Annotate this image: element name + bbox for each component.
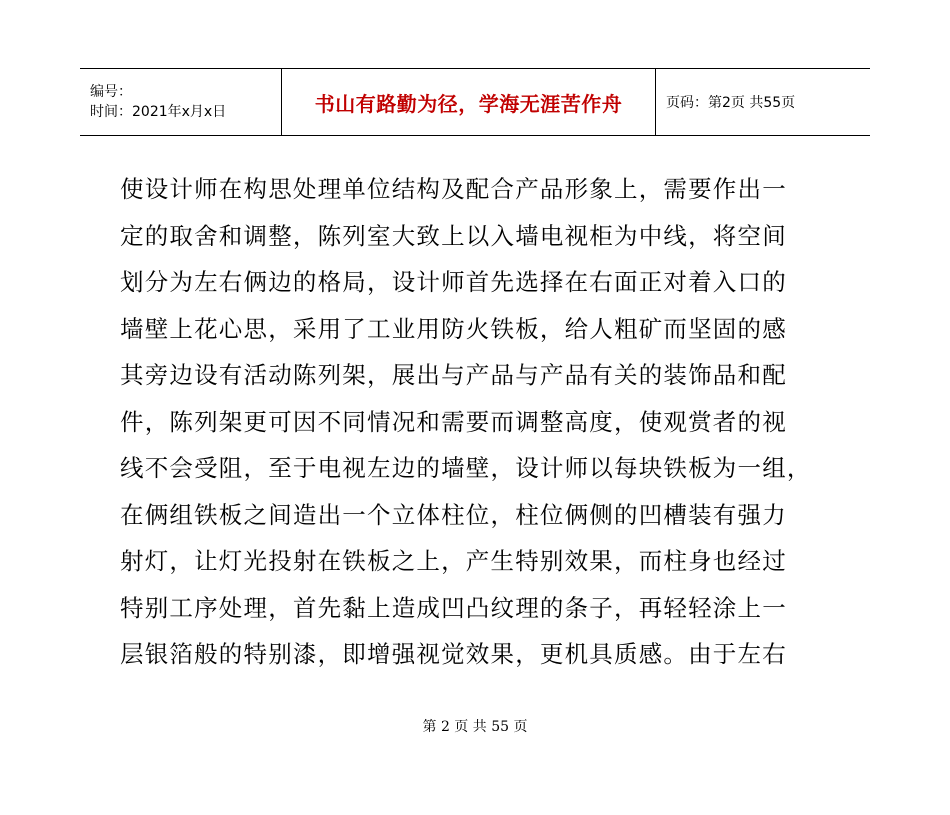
header-meta-cell (80, 69, 282, 135)
body-line: 定的取舍和调整，陈列室大致上以入墙电视柜为中线，将空间 (120, 221, 787, 250)
header-page-info: 页码：第2页 共55页 (666, 95, 796, 111)
header-motto-cell (282, 69, 656, 135)
body-line: 射灯，让灯光投射在铁板之上，产生特别效果，而柱身也经过 (120, 547, 787, 575)
document-date-label: 时间：2021年x月x日 (90, 104, 227, 120)
page-header (80, 68, 870, 136)
body-line: 在俩组铁板之间造出一个立体柱位，柱位俩侧的凹槽装有强力 (120, 500, 787, 529)
body-line: 其旁边设有活动陈列架，展出与产品与产品有关的装饰品和配 (120, 361, 787, 389)
body-line: 划分为左右俩边的格局，设计师首先选择在右面正对着入口的 (120, 268, 787, 296)
body-line: 件，陈列架更可因不同情况和需要而调整高度，使观赏者的视 (120, 407, 787, 436)
body-line: 层银箔般的特别漆，即增强视觉效果，更机具质感。由于左右 (120, 640, 787, 668)
header-motto: 书山有路勤为径，学海无涯苦作舟 (314, 91, 623, 116)
body-line: 特别工序处理，首先黏上造成凹凸纹理的条子，再轻轻涂上一 (120, 593, 787, 622)
body-line: 使设计师在构思处理单位结构及配合产品形象上，需要作出一 (120, 175, 787, 203)
page-footer (0, 716, 950, 736)
footer-page-number: 第 2 页 共 55 页 (422, 719, 528, 735)
document-body (120, 166, 840, 678)
document-code-label: 编号： (90, 84, 132, 100)
body-line: 墙壁上花心思，采用了工业用防火铁板，给人粗矿而坚固的感 (120, 314, 787, 343)
header-page-cell (656, 69, 870, 135)
body-line: 线不会受阻，至于电视左边的墙壁，设计师以每块铁板为一组， (120, 454, 812, 482)
